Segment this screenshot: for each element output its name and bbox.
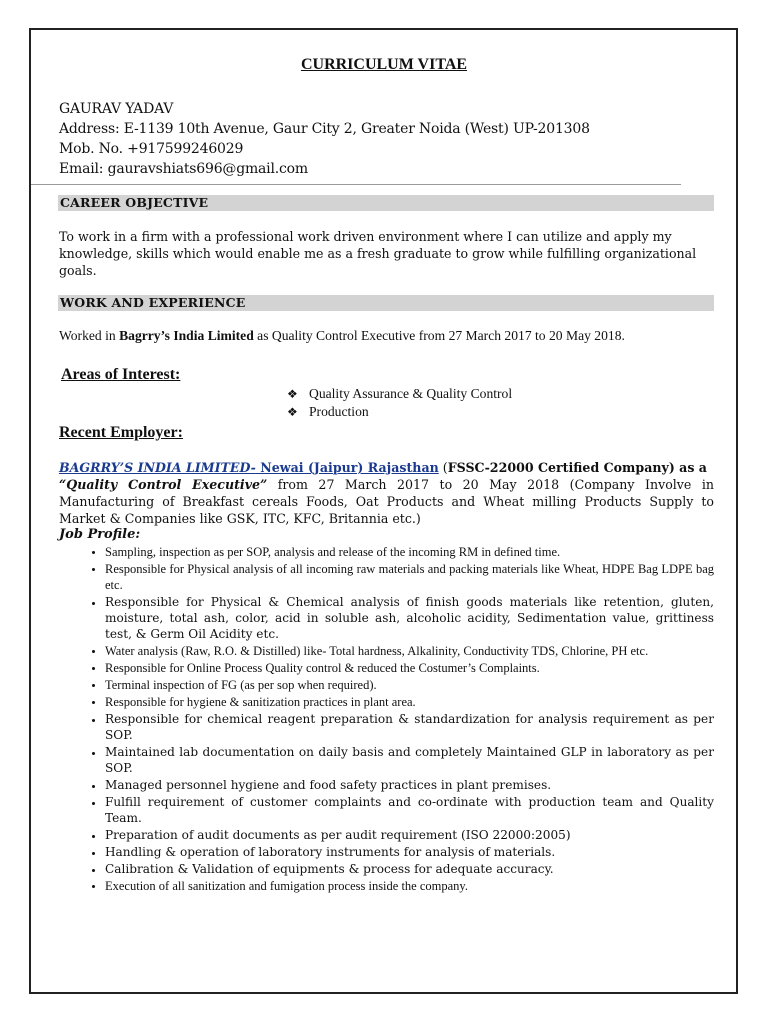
employer-details: from 27 March 2017 to 20 May 2018 (Company Involve in Manufacturing of Breakfast cereals Foods, Oat Products and Wheat milling Products Supply to Market & Companies like GSK, ITC, KFC, Britannia etc.) <box>59 477 714 526</box>
list-item <box>105 643 714 659</box>
contact-block <box>59 99 590 179</box>
list-item: • Execution of all sanitization and fumigation process inside the company. <box>105 878 714 894</box>
career-objective-text: To work in a firm with a professional work driven environment where I can utilize and apply my knowledge, skills which would enable me as a fresh graduate to grow while fulfilling organizational goals. <box>59 229 697 278</box>
mobile-number: Mob. No. +917599246029 <box>59 141 244 157</box>
list-item: • Responsible for Online Process Quality control & reduced the Costumer’s Complaints. <box>105 660 714 676</box>
address: Address: E-1139 10th Avenue, Gaur City 2, Greater Noida (West) UP-201308 <box>59 121 590 137</box>
header-divider <box>31 184 681 185</box>
job-profile-label: Job Profile: <box>59 527 141 542</box>
job-duties-list <box>59 544 714 895</box>
candidate-name: GAURAV YADAV <box>59 101 174 117</box>
area-label: Production <box>309 404 369 419</box>
list-item: • Maintained lab documentation on daily basis and completely Maintained GLP in laboratory as per SOP. <box>105 744 714 776</box>
area-label: Quality Assurance & Quality Control <box>309 386 513 401</box>
employer-location: Newai (Jaipur) Rajasthan <box>255 460 439 475</box>
employer-company: BAGRRY’S INDIA LIMITED- <box>59 460 256 475</box>
recent-employer-heading: Recent Employer: <box>59 424 183 441</box>
list-item: • Preparation of audit documents as per audit requirement (ISO 22000:2005) <box>105 827 714 843</box>
list-item: • Responsible for Physical & Chemical analysis of finish goods materials like retention, gluten, moisture, total ash, color, acid in soluble ash, alcoholic acidity, Sedimentation value, grittiness test, & Germ Oil Acidity etc. <box>105 594 714 642</box>
list-item: • Sampling, inspection as per SOP, analysis and release of the incoming RM in defined time. <box>105 544 714 560</box>
list-item: • Fulfill requirement of customer complaints and co-ordinate with production team and Quality Team. <box>105 794 714 826</box>
work-experience-heading: WORK AND EXPERIENCE <box>58 295 714 311</box>
list-item: • Responsible for hygiene & sanitization practices in plant area. <box>105 694 714 710</box>
list-item: • Handling & operation of laboratory instruments for analysis of materials. <box>105 844 714 860</box>
role-title: “Quality Control Executive” <box>59 477 268 492</box>
diamond-bullet-icon: ❖ <box>287 387 298 401</box>
list-item: • Responsible for chemical reagent preparation & standardization for analysis requirement as per SOP. <box>105 711 714 743</box>
as-a: ) as a <box>668 460 707 475</box>
list-item <box>287 385 512 403</box>
employer-description <box>59 459 714 543</box>
list-item: • Managed personnel hygiene and food safety practices in plant premises. <box>105 777 714 793</box>
work-suffix: as Quality Control Executive from 27 March 2017 to 20 May 2018. <box>253 328 625 343</box>
certification: FSSC-22000 Certified Company <box>447 460 669 475</box>
document-title: CURRICULUM VITAE <box>300 56 468 73</box>
water-analysis-text: Water analysis (Raw, R.O. & Distilled) like- Total hardness, Alkalinity, Conductivity TDS, Chlorine, PH etc. <box>105 644 649 658</box>
list-item <box>287 403 512 421</box>
email: Email: gauravshiats696@gmail.com <box>59 161 308 177</box>
areas-of-interest-heading: Areas of Interest: <box>61 366 181 383</box>
paren-open: ( <box>438 460 448 475</box>
work-prefix: Worked in <box>59 328 120 343</box>
list-item: • Responsible for Physical analysis of all incoming raw materials and packing materials like Wheat, HDPE Bag LDPE bag etc. <box>105 561 714 593</box>
work-summary <box>59 328 625 344</box>
work-company: Bagrry’s India Limited <box>119 328 254 343</box>
areas-list <box>287 385 512 421</box>
career-objective-heading: CAREER OBJECTIVE <box>58 195 714 211</box>
diamond-bullet-icon: ❖ <box>287 405 298 419</box>
list-item: • Calibration & Validation of equipments & process for adequate accuracy. <box>105 861 714 877</box>
list-item: • Terminal inspection of FG (as per sop when required). <box>105 677 714 693</box>
